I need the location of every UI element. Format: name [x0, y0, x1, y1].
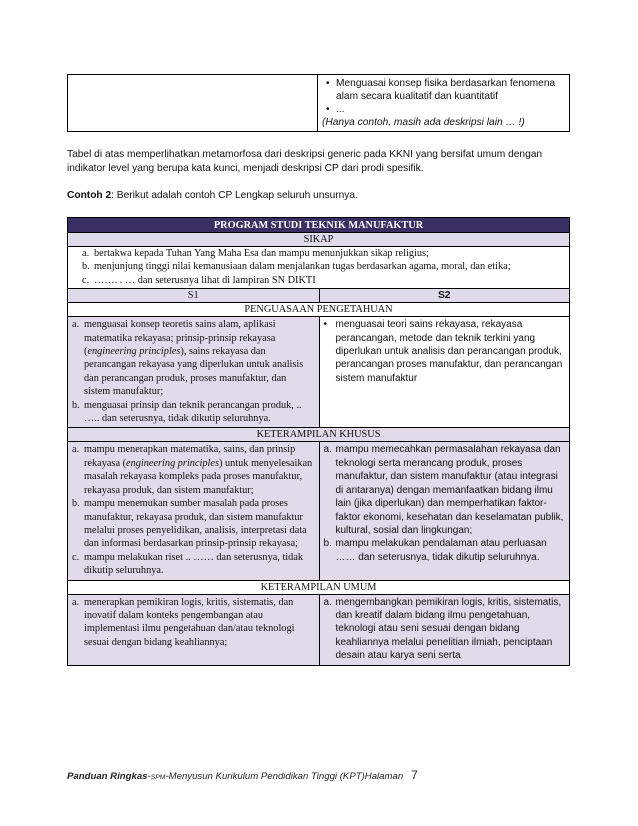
list-item: • Menguasai konsep fisika berdasarkan fenomena alam secara kualitatif dan kuantitatif [322, 77, 565, 103]
pengetahuan-s1 [68, 317, 319, 427]
footer-title: Panduan Ringkas [67, 771, 148, 782]
list-item: b. mampu menemukan sumber masalah pada proses manufaktur, rekayasa produk, dan sistem manufaktur melalui proses penyelidikan, analisis, interpretasi data dan informasi berdasarkan prinsip-prinsip rekayasa; [72, 498, 307, 550]
section-heading-pengetahuan: PENGUASAAN PENGETAHUAN [68, 303, 569, 317]
khusus-s2 [319, 442, 570, 579]
list-item: a. mampu memecahkan permasalahan rekayasa dan teknologi serta merancang produk, proses manufaktur, dan sistem manufaktur (atau integrasi di antaranya) dengan memanfaatkan bidang ilmu lain (jika diperlukan) dan memperhatikan faktor-faktor ekonomi, kesehatan dan keselamatan publik, kultural, sosial dan lingkungan; [323, 444, 564, 536]
list-item: a. mengembangkan pemikiran logis, kritis, sistematis, dan kreatif dalam bidang ilmu pengetahuan, teknologi atau seni sesuai dengan bidang keahliannya melalui penelitian ilmiah, penciptaan desain atau karya seni serta [323, 596, 562, 662]
top-partial-table [67, 74, 570, 132]
umum-s2 [319, 595, 570, 665]
section-heading-sikap: SIKAP [68, 233, 569, 247]
paragraph-description: Tabel di atas memperlihatkan metamorfosa dari deskripsi generic pada KKNI yang bersifat umum dengan indikator level yang berupa kata kunci, menjadi deskripsi CP dari prodi spesifik. [67, 149, 543, 174]
list-item: a. bertakwa kepada Tuhan Yang Maha Esa dan mampu menunjukkan sikap religius; [82, 248, 429, 259]
list-item: a. menguasai konsep teoretis sains alam, aplikasi matematika rekayasa; prinsip-prinsip rekayasa (engineering principles), sains rekayasa dan perancangan rekayasa yang diperlukan untuk analisis dan perancangan produk, proses manufaktur, dan sistem manufaktur; [72, 319, 304, 398]
paragraph-example-intro [67, 189, 577, 203]
page-footer: Panduan Ringkas-SPM-Menyusun Kurikulum Pendidikan Tinggi (KPT)Halaman 7 [67, 768, 418, 782]
table-title: PROGRAM STUDI TEKNIK MANUFAKTUR [68, 218, 569, 233]
section-heading-khusus: KETERAMPILAN KHUSUS [68, 428, 569, 442]
list-item: • ... [322, 103, 565, 116]
level-header-row [68, 289, 569, 303]
sikap-content [68, 247, 569, 289]
footer-text: -Menyusun Kurikulum Pendidikan Tinggi (KPT)Halaman [165, 771, 404, 782]
list-item: a. mampu menerapkan matematika, sains, dan prinsip rekayasa (engineering principles) untuk menyelesaikan masalah rekayasa kompleks pada proses manufaktur, rekayasa produk, dan sistem manufaktur; [72, 444, 313, 496]
khusus-s1 [68, 442, 319, 579]
example-text: : Berikut adalah contoh CP Lengkap seluruh unsurnya. [111, 190, 358, 201]
top-table-list [322, 77, 565, 116]
list-item: a. menerapkan pemikiran logis, kritis, sistematis, dan inovatif dalam konteks pengembangan atau implementasi ilmu pengetahuan dan/atau teknologi sesuai dengan bidang keahliannya; [72, 596, 295, 648]
top-table-note: (Hanya contoh, masih ada deskripsi lain … !) [322, 117, 525, 128]
khusus-row [68, 442, 569, 580]
pengetahuan-row [68, 317, 569, 428]
section-heading-umum: KETERAMPILAN UMUM [68, 581, 569, 595]
list-item: c. mampu melakukan riset .. …… dan seterusnya, tidak dikutip seluruhnya. [72, 551, 304, 577]
footer-spm: SPM [150, 774, 166, 781]
top-table-right-cell [318, 75, 569, 131]
cp-table [67, 217, 570, 666]
umum-s1 [68, 595, 319, 665]
example-label: Contoh 2 [67, 190, 112, 201]
list-item: b. menjunjung tinggi nilai kemanusiaan dalam menjalankan tugas berdasarkan agama, moral, dan etika; [82, 261, 511, 273]
list-item: b. menguasai prinsip dan teknik perancangan produk, .. ….. dan seterusnya, tidak dikutip seluruhnya. [72, 399, 302, 425]
list-item: • menguasai teori sains rekayasa, rekayasa perancangan, metode dan teknik terkini yang diperlukan untuk analisis dan perancangan produk, perancangan proses manufaktur, dan perancangan sistem manufaktur [323, 319, 563, 384]
pengetahuan-s2 [319, 317, 570, 427]
umum-row [68, 595, 569, 665]
page-number: 7 [411, 768, 418, 782]
column-header-s1: S1 [68, 289, 319, 302]
top-table-left-cell [68, 75, 318, 131]
column-header-s2: S2 [319, 289, 570, 302]
list-item: c. ……. . … dan seterusnya lihat di lampiran SN DIKTI [82, 274, 316, 286]
list-item: b. mampu melakukan pendalaman atau perluasan …… dan seterusnya, tidak dikutip seluruhnya. [323, 538, 547, 563]
